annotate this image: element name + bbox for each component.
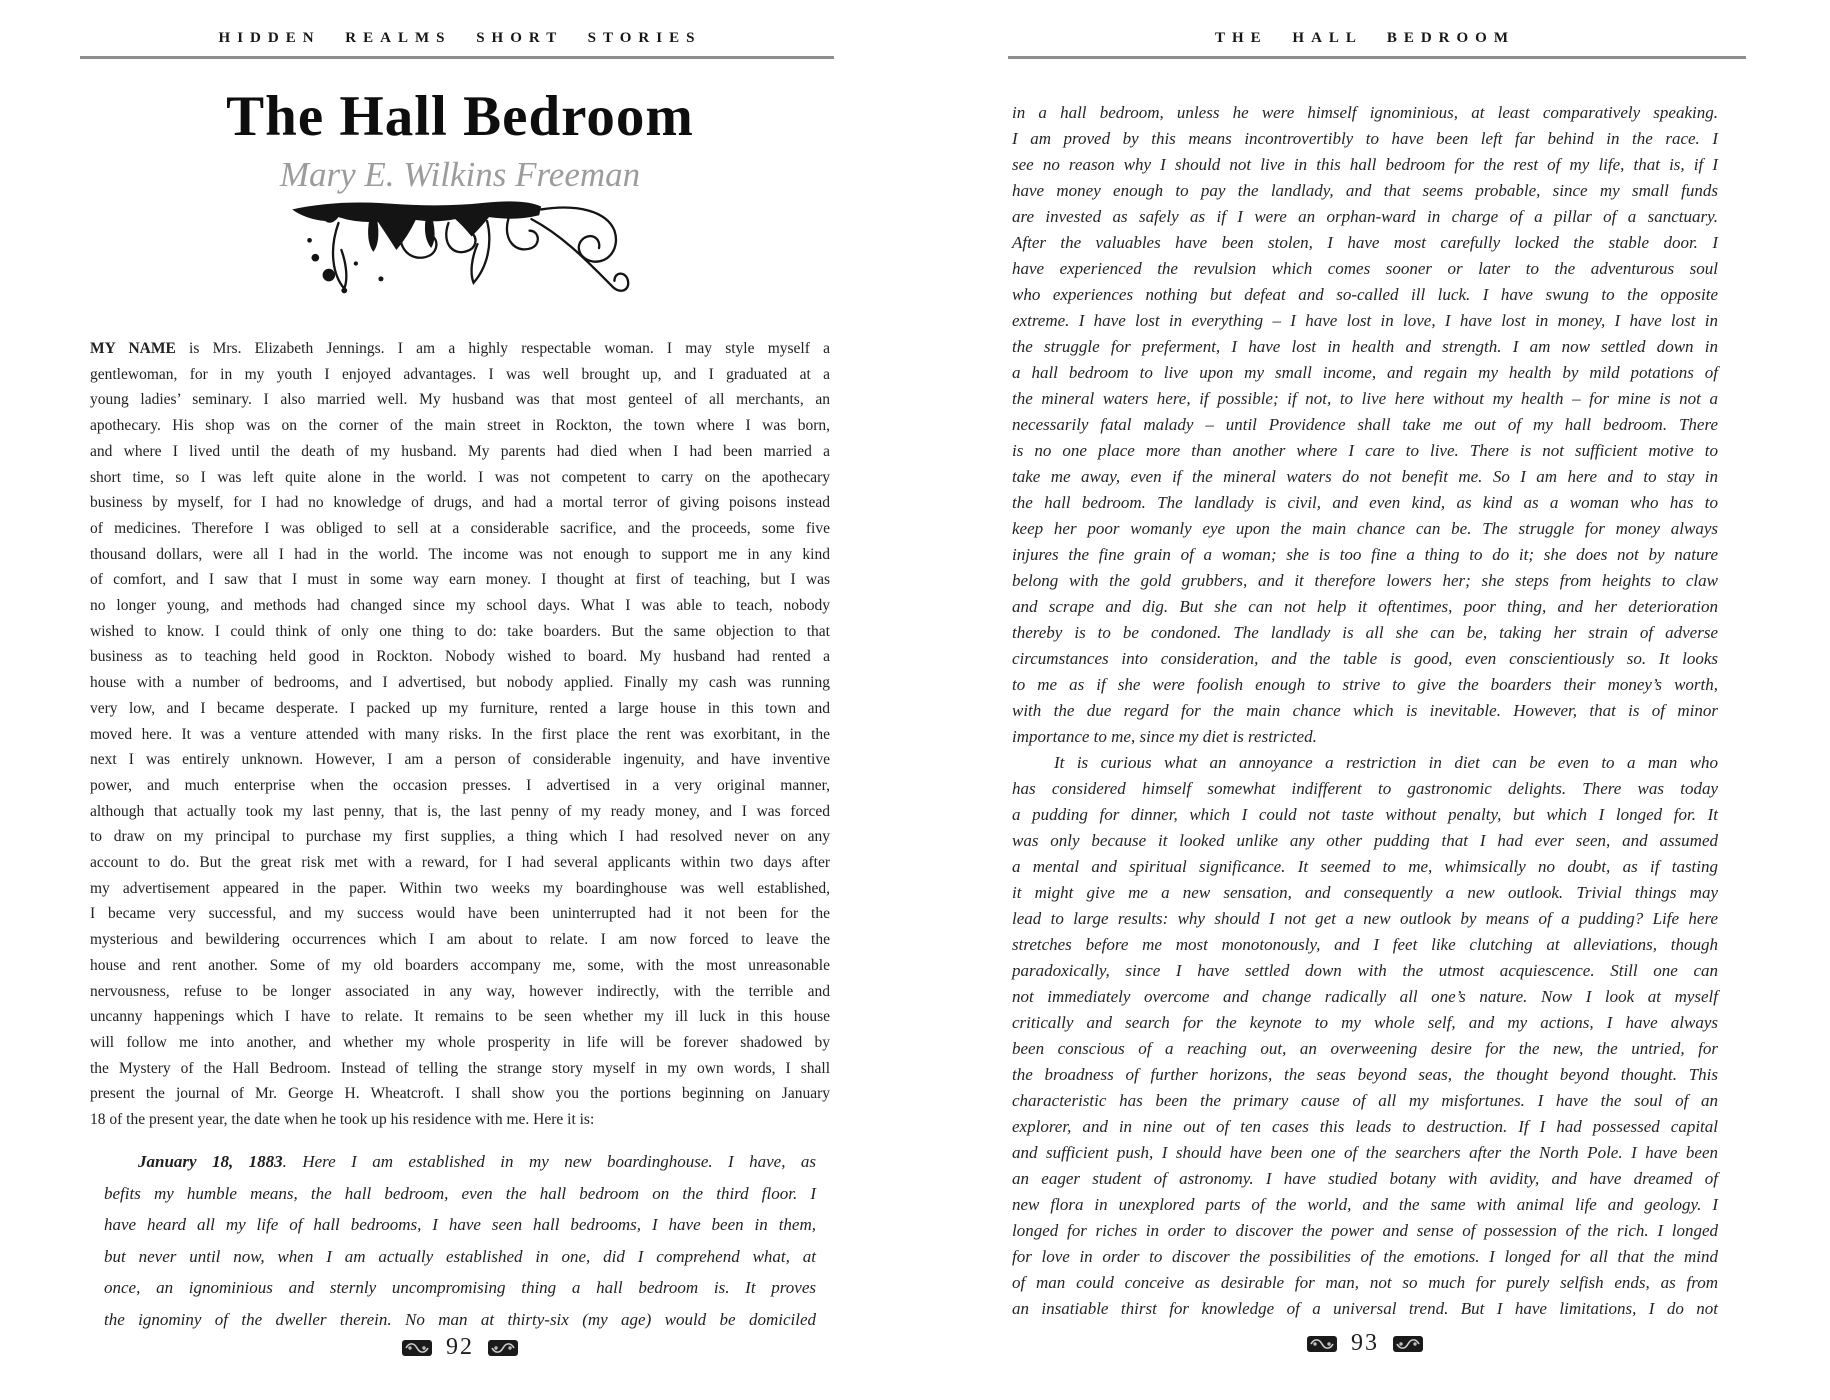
- footer-ornament-icon: [488, 1339, 518, 1357]
- head-rule-right: [1008, 56, 1746, 59]
- story-author: Mary E. Wilkins Freeman: [279, 155, 641, 194]
- story-title: The Hall Bedroom: [226, 85, 694, 148]
- left-body-paragraph: MY NAME is Mrs. Elizabeth Jennings. I am a highly respectable woman. I may style myself a gentlewoman, for in my youth I enjoyed advantages. I was well brought up, and I graduated at a young ladies’ seminary. I also married well. My husband was that most genteel of all merchants, an apothecary. His shop was on the corner of the main street in Rockton, the town where I was born, and where I lived until the death of my husband. My parents had died when I had been married a short time, so I was left quite alone in the world. I was not competent to carry on the apothecary business by myself, for I had no knowledge of drugs, and had a mortal terror of giving poisons instead of medicines. Therefore I was obliged to sell at a considerable sacrifice, and the proceeds, some five thousand dollars, were all I had in the world. The income was not enough to support me in any kind of comfort, and I saw that I must in some way earn money. I thought at first of teaching, but I was no longer young, and methods had changed since my school days. What I was able to teach, nobody wished to know. I could think of only one thing to do: take boarders. But the same objection to that business as to teaching held good in Rockton. Nobody wished to board. My husband had rented a house with a number of bedrooms, and I advertised, but nobody applied. Finally my cash was running very low, and I became desperate. I packed up my furniture, rented a large house in this town and moved here. It was a venture attended with many risks. In the first place the rent was exorbitant, in the next I was entirely unknown. However, I am a person of considerable ingenuity, and have inventive power, and much enterprise when the occasion presses. I advertised in a very original manner, although that actually took my last penny, that is, the last penny of my ready money, and I was forced to draw on my principal to purchase my first supplies, a thing which I had resolved never on any account to do. But the great risk met with a reward, for I had several applicants within two days after my advertisement appeared in the paper. Within two weeks my boardinghouse was well established, I became very successful, and my success would have been uninterrupted had it not been for the mysterious and bewildering occurrences which I am about to relate. I am now forced to leave the house and rent another. Some of my old boarders accompany me, some, with the most unreasonable nervousness, refuse to be longer associated in any way, however indirectly, with the terrible and uncanny happenings which I have to relate. It remains to be seen whether my ill luck in this house will follow me into another, and whether my whole prosperity in life will be forever shadowed by the Mystery of the Hall Bedroom. Instead of telling the strange story myself in my own words, I shall present the journal of Mr. George H. Wheatcroft. I shall show you the portions beginning on January 18 of the present year, the date when he took up his residence with me. Here it is:: [90, 340, 830, 1129]
- journal-entry-paragraph: January 18, 1883. Here I am established in my new boardinghouse. I have, as befits my humble means, the hall bedroom, even the hall bedroom on the third floor. I have heard all my life of hall bedrooms, I have seen hall bedrooms, I have been in them, but never until now, when I am actually established in one, did I comprehend what, at once, an ignominious and sternly uncompromising thing a hall bedroom is. It proves the ignominy of the dweller therein. No man at thirty-six (my age) would be domiciled: [104, 1152, 816, 1329]
- right-body-paragraph-1: in a hall bedroom, unless he were himself ignominious, at least comparatively speaking. I am proved by this means incontrovertibly to have been left far behind in the race. I see no reason why I should not live in this hall bedroom for the rest of my life, that is, if I have money enough to pay the landlady, and that seems probable, since my small funds are invested as safely as if I were an orphan-ward in charge of a pillar of a sanctuary. After the valuables have been stolen, I have most carefully locked the stable door. I have experienced the revulsion which comes sooner or later to the adventurous soul who experiences nothing but defeat and so-called ill luck. I have swung to the opposite extreme. I have lost in everything – I have lost in love, I have lost in money, I have lost in the struggle for preferment, I have lost in health and strength. I am now settled down in a hall bedroom to live upon my small income, and regain my health by mild potations of the mineral waters here, if possible; if not, to live here without my health – for mine is not a necessarily fatal malady – until Providence shall take me out of my hall bedroom. There is no one place more than another where I care to live. There is not sufficient motive to take me away, even if the mineral waters do not benefit me. So I am here and to stay in the hall bedroom. The landlady is civil, and even kind, as kind as a woman who has to keep her poor womanly eye upon the main chance can be. The struggle for money always injures the fine grain of a woman; she is too fine a thing to do it; she does not by nature belong with the gold grubbers, and it therefore lowers her; she steps from heights to claw and scrape and dig. But she can not help it oftentimes, poor thing, and her deterioration thereby is to be condoned. The landlady is all she can be, taking her strain of adverse circumstances into consideration, and the table is good, even conscientiously so. It looks to me as if she were foolish enough to strive to give the boarders their money’s worth, with the due regard for the main chance which is inevitable. However, that is of minor importance to me, since my diet is restricted.: [1012, 103, 1718, 746]
- footer-right: [1012, 1330, 1718, 1357]
- flourish-divider-icon: [288, 194, 636, 309]
- page-right: [1012, 0, 1718, 1400]
- footer-ornament-icon: [402, 1339, 432, 1357]
- head-rule-left: [80, 56, 834, 59]
- footer-ornament-icon: [1307, 1335, 1337, 1353]
- page-number-right: 93: [1351, 1330, 1379, 1356]
- running-head-left: HIDDEN REALMS SHORT STORIES: [218, 30, 702, 46]
- page-left: [90, 0, 830, 1400]
- footer-left: [90, 1334, 830, 1361]
- running-head-right: THE HALL BEDROOM: [1214, 30, 1516, 46]
- footer-ornament-icon: [1393, 1335, 1423, 1353]
- right-body-paragraph-2: It is curious what an annoyance a restriction in diet can be even to a man who has considered himself somewhat indifferent to gastronomic delights. There was today a pudding for dinner, which I could not taste without penalty, but which I longed for. It was only because it looked unlike any other pudding that I had ever seen, and assumed a mental and spiritual significance. It seemed to me, whimsically no doubt, as if tasting it might give me a new sensation, and consequently a new outlook. Trivial things may lead to large results: why should I not get a new outlook by means of a pudding? Life here stretches before me most monotonously, and I feet like clutching at alleviations, though paradoxically, since I have settled down with the utmost acquiescence. Still one can not immediately overcome and change radically all one’s nature. Now I look at myself critically and search for the keynote to my whole self, and my actions, I have always been conscious of a reaching out, an overweening desire for the new, the untried, for the broadness of further horizons, the seas beyond seas, the thought beyond thought. This characteristic has been the primary cause of all my misfortunes. I have the soul of an explorer, and in nine out of ten cases this leads to destruction. If I had possessed capital and sufficient push, I should have been one of the searchers after the North Pole. I have been an eager student of astronomy. I have studied botany with avidity, and have dreamed of new flora in unexplored parts of the world, and the same with animal life and geology. I longed for riches in order to discover the power and sense of possession of the rich. I longed for love in order to discover the possibilities of the emotions. I longed for all that the mind of man could conceive as desirable for man, not so much for purely selfish ends, as from an insatiable thirst for knowledge of a universal trend. But I have limitations, I do not: [1012, 753, 1718, 1318]
- page-number-left: 92: [446, 1334, 474, 1360]
